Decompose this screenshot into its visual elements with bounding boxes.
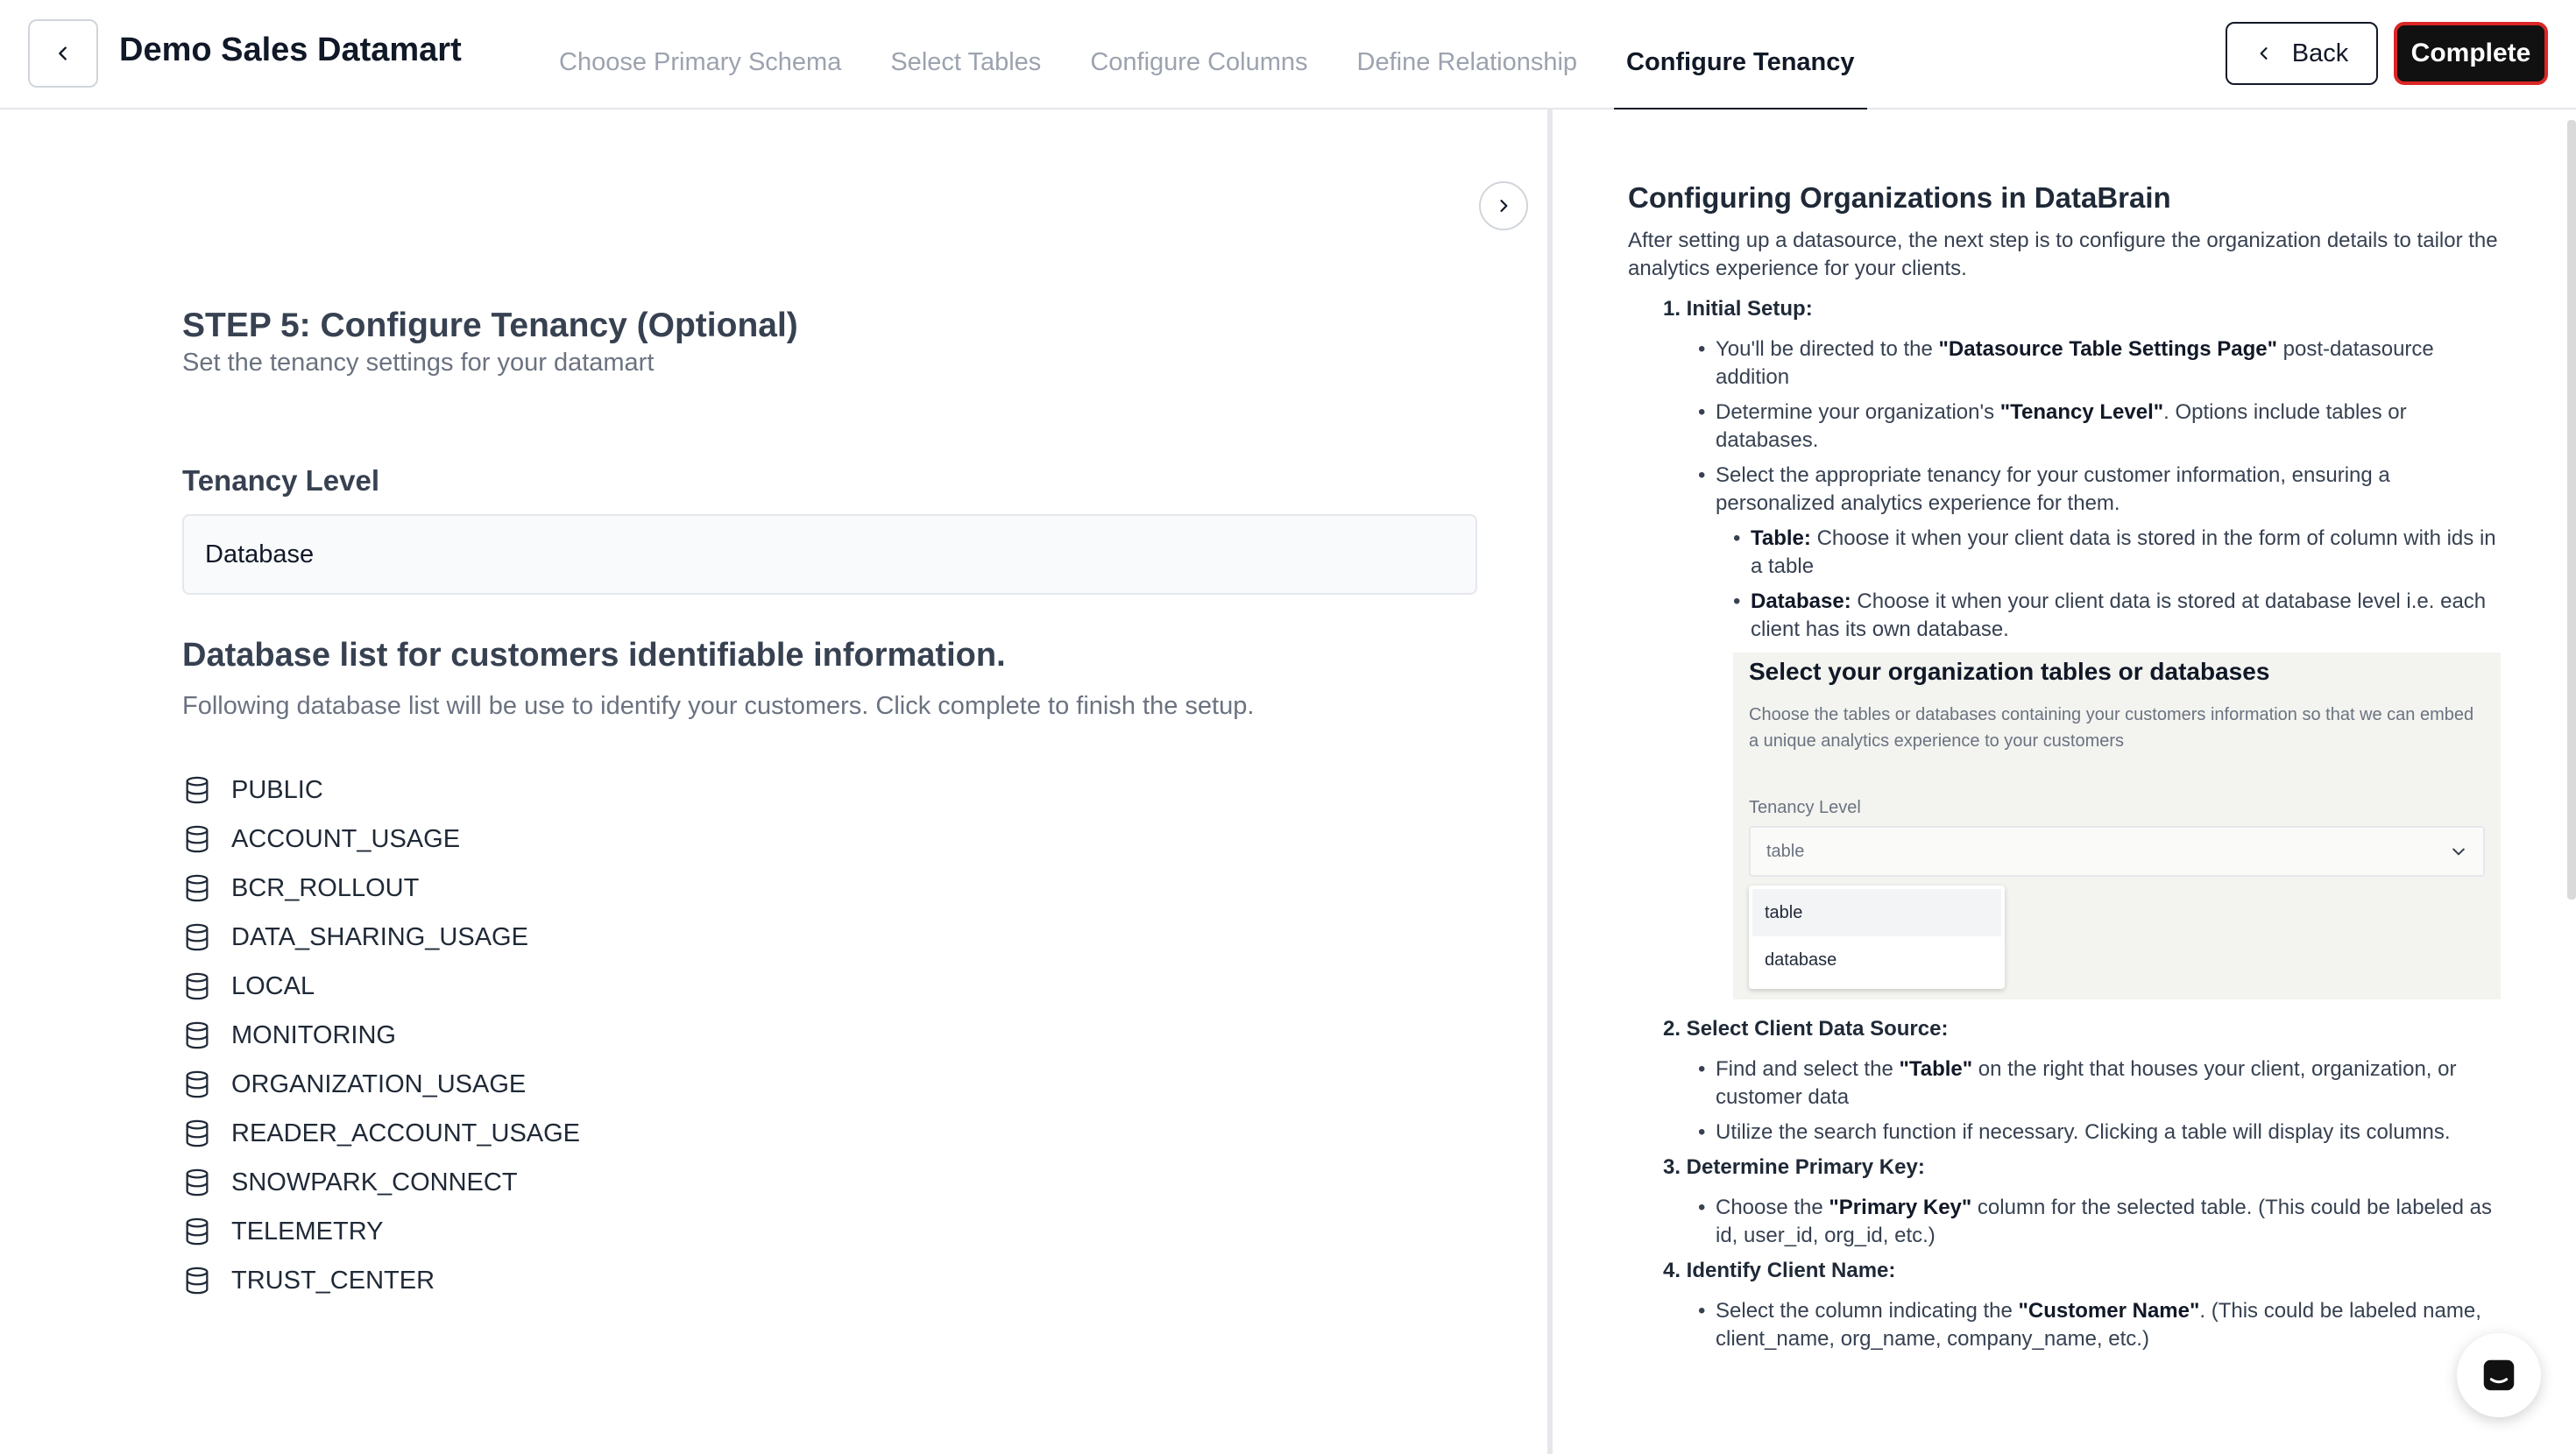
tab-choose-primary-schema[interactable]: Choose Primary Schema bbox=[559, 48, 842, 76]
help-step-4-list bbox=[1628, 1297, 2504, 1353]
database-icon bbox=[182, 1217, 212, 1246]
list-item: • Find and select the "Table" on the right that houses your client, organization, or customer data bbox=[1716, 1055, 2504, 1112]
chat-icon bbox=[2479, 1355, 2519, 1395]
list-item: • Determine your organization's "Tenancy Level". Options include tables or databases. bbox=[1716, 399, 2504, 455]
tenancy-level-select[interactable] bbox=[182, 514, 1477, 595]
help-title: Configuring Organizations in DataBrain bbox=[1628, 181, 2171, 214]
database-icon bbox=[182, 1069, 212, 1099]
wizard-tabs bbox=[534, 0, 1879, 109]
step-title: STEP 5: Configure Tenancy (Optional) bbox=[182, 307, 798, 344]
help-step-primary-key: 3. Determine Primary Key: bbox=[1663, 1155, 1925, 1179]
example-screenshot bbox=[1733, 653, 2501, 999]
help-step-select-source: 2. Select Client Data Source: bbox=[1663, 1017, 1949, 1041]
database-icon bbox=[182, 922, 212, 952]
list-item bbox=[182, 815, 580, 864]
database-list-heading: Database list for customers identifiable information. bbox=[182, 637, 1006, 674]
list-item: • Select the appropriate tenancy for your customer information, ensuring a personalized analytics experience for them. • Table: Choose it when your client data is stored in the form of column with ids in a table • Database: Choose it when your client data is stored at database level i.e. each client has its own database. bbox=[1716, 462, 2504, 644]
example-select-value: table bbox=[1766, 841, 1805, 861]
database-name: READER_ACCOUNT_USAGE bbox=[231, 1119, 581, 1147]
example-dropdown-menu bbox=[1749, 886, 2005, 989]
chevron-left-icon bbox=[2255, 45, 2273, 62]
database-icon bbox=[182, 873, 212, 903]
back-button[interactable] bbox=[2226, 22, 2378, 85]
page-title: Demo Sales Datamart bbox=[119, 32, 462, 68]
list-item bbox=[182, 913, 580, 962]
list-item bbox=[182, 1256, 580, 1305]
step-subtitle: Set the tenancy settings for your datamart bbox=[182, 349, 655, 377]
tenancy-level-value: Database bbox=[205, 540, 315, 568]
chevron-down-icon bbox=[2450, 843, 2467, 860]
list-item bbox=[182, 766, 580, 815]
database-icon bbox=[182, 1020, 212, 1050]
database-list-description: Following database list will be use to identify your customers. Click complete to finish the setup. bbox=[182, 692, 1255, 720]
list-item: • Table: Choose it when your client data is stored in the form of column with ids in a table bbox=[1751, 525, 2504, 581]
database-name: ACCOUNT_USAGE bbox=[231, 824, 461, 853]
help-content bbox=[1628, 181, 2504, 1360]
help-intro: After setting up a datasource, the next step is to configure the organization details to tailor the analytics experience for your clients. bbox=[1628, 229, 2498, 280]
list-item: • Utilize the search function if necessary. Clicking a table will display its columns. bbox=[1716, 1119, 2504, 1147]
list-item bbox=[182, 864, 580, 913]
example-description: Choose the tables or databases containing your customers information so that we can embed a unique analytics experience to your customers bbox=[1749, 705, 2474, 751]
toggle-help-panel-button[interactable] bbox=[1479, 181, 1528, 230]
database-name: MONITORING bbox=[231, 1020, 396, 1049]
help-step-2-list bbox=[1628, 1055, 2504, 1147]
complete-button[interactable]: Complete bbox=[2394, 22, 2548, 85]
help-step-client-name: 4. Identify Client Name: bbox=[1663, 1259, 1896, 1282]
help-step-3-list bbox=[1628, 1194, 2504, 1250]
list-item: • You'll be directed to the "Datasource Table Settings Page" post-datasource addition bbox=[1716, 335, 2504, 392]
list-item bbox=[182, 1011, 580, 1060]
tab-define-relationship[interactable]: Define Relationship bbox=[1356, 48, 1578, 76]
list-item bbox=[182, 1207, 580, 1256]
tab-configure-columns[interactable]: Configure Columns bbox=[1090, 48, 1308, 76]
database-name: SNOWPARK_CONNECT bbox=[231, 1168, 518, 1196]
chevron-right-icon bbox=[1495, 197, 1512, 215]
chat-support-button[interactable] bbox=[2457, 1333, 2541, 1417]
tab-configure-tenancy[interactable]: Configure Tenancy bbox=[1602, 0, 1879, 109]
top-header bbox=[0, 0, 2576, 109]
back-nav-button[interactable] bbox=[28, 19, 98, 88]
back-button-label: Back bbox=[2291, 39, 2349, 67]
list-item: • Select the column indicating the "Customer Name". (This could be labeled name, client_name, org_name, company_name, etc.) bbox=[1716, 1297, 2504, 1353]
database-icon bbox=[182, 1168, 212, 1197]
help-step-1-list bbox=[1628, 335, 2504, 644]
database-list bbox=[182, 766, 580, 1305]
database-icon bbox=[182, 824, 212, 854]
database-icon bbox=[182, 775, 212, 805]
database-name: PUBLIC bbox=[231, 775, 323, 804]
example-title: Select your organization tables or databases bbox=[1749, 658, 2270, 685]
tenancy-level-label: Tenancy Level bbox=[182, 464, 379, 497]
example-option-table: table bbox=[1752, 889, 2001, 936]
list-item: • Database: Choose it when your client data is stored at database level i.e. each client has its own database. bbox=[1751, 588, 2504, 644]
example-tenancy-label: Tenancy Level bbox=[1749, 798, 1861, 817]
database-name: DATA_SHARING_USAGE bbox=[231, 922, 528, 951]
list-item bbox=[182, 1109, 580, 1158]
chevron-left-icon bbox=[53, 44, 73, 63]
database-name: TELEMETRY bbox=[231, 1217, 384, 1246]
database-icon bbox=[182, 1266, 212, 1295]
database-icon bbox=[182, 1119, 212, 1148]
tab-select-tables[interactable]: Select Tables bbox=[890, 48, 1042, 76]
list-item bbox=[182, 1158, 580, 1207]
list-item bbox=[182, 1060, 580, 1109]
database-icon bbox=[182, 971, 212, 1001]
help-panel bbox=[1547, 109, 2576, 1454]
tenancy-options-list bbox=[1716, 525, 2504, 644]
database-name: ORGANIZATION_USAGE bbox=[231, 1069, 527, 1098]
database-name: TRUST_CENTER bbox=[231, 1266, 435, 1295]
database-name: LOCAL bbox=[231, 971, 315, 1000]
example-option-database: database bbox=[1765, 949, 1837, 970]
example-tenancy-select bbox=[1749, 826, 2485, 877]
list-item: • Choose the "Primary Key" column for the selected table. (This could be labeled as id, user_id, org_id, etc.) bbox=[1716, 1194, 2504, 1250]
database-name: BCR_ROLLOUT bbox=[231, 873, 420, 902]
list-item bbox=[182, 962, 580, 1011]
help-step-initial-setup: 1. Initial Setup: bbox=[1663, 297, 1813, 321]
help-panel-scrollbar[interactable] bbox=[2567, 120, 2576, 900]
